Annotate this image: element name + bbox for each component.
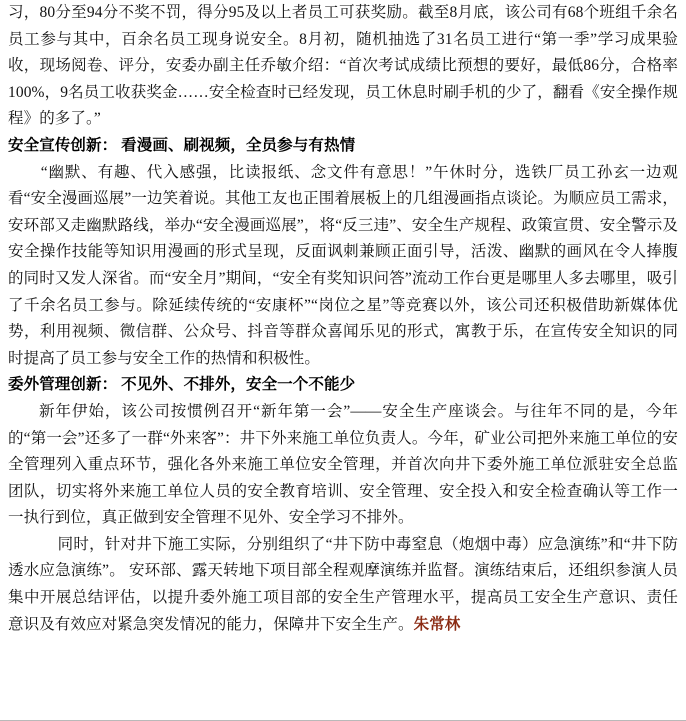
section-heading-publicity: 安全宣传创新： 看漫画、刷视频，全员参与有热情 (8, 136, 356, 154)
body-paragraph-drills (8, 532, 678, 638)
body-paragraph-exam: 习，80分至94分不奖不罚，得分95及以上者员工可获奖励。截至8月底，该公司有68个班组千余名员工参与其中，百余名员工现身说安全。8月初，随机抽选了31名员工进行“第一季”学习成果验收，现场阅卷、评分，安委办副主任乔敏介绍：“首次考试成绩比预想的要好，最低86分，合格率100%，9名员工收获奖金……安全检查时已经发现，员工休息时刷手机的少了，翻看《安全操作规程》的多了。” (8, 4, 678, 128)
section-heading-outsourcing: 委外管理创新： 不见外、不排外，安全一个不能少 (8, 376, 356, 394)
author-signature: 朱常林 (413, 615, 461, 633)
drills-text: 同时，针对井下施工实际，分别组织了“井下防中毒窒息（炮烟中毒）应急演练”和“井下防透水应急演练”。 安环部、露天转地下项目部全程观摩演练并监督。演练结束后，还组织参演人员集中开展总结评估，以提升委外施工项目部的安全生产管理水平，提高员工安全生产意识、责任意识及有效应对紧急突发情况的能力，保障井下安全生产。 (8, 535, 678, 633)
body-paragraph-comics: “幽默、有趣、代入感强，比读报纸、念文件有意思！”午休时分，选铁厂员工孙玄一边观看“安全漫画巡展”一边笑着说。其他工友也正围着展板上的几组漫画指点谈论。为顺应员工需求，安环部又走幽默路线，举办“安全漫画巡展”，将“反三违”、安全生产规程、政策宣贯、安全警示及安全操作技能等知识用漫画的形式呈现，反面讽刺兼顾正面引导，活泼、幽默的画风在令人捧腹的同时又发人深省。而“安全月”期间，“安全有奖知识问答”流动工作台更是哪里人多去哪里，吸引了千余名员工参与。除延续传统的“安康杯”“岗位之星”等竞赛以外，该公司还积极借助新媒体优势，利用视频、微信群、公众号、抖音等群众喜闻乐见的形式，寓教于乐，在宣传安全知识的同时提高了员工参与安全工作的热情和积极性。 (8, 163, 678, 367)
body-paragraph-newyear-meeting: 新年伊始，该公司按惯例召开“新年第一会”——安全生产座谈会。与往年不同的是，今年的“第一会”还多了一群“外来客”：井下外来施工单位负责人。今年，矿业公司把外来施工单位的安全管理列入重点环节，强化各外来施工单位安全管理，并首次向井下委外施工单位派驻安全总监团队，切实将外来施工单位人员的安全教育培训、安全管理、安全投入和安全检查确认等工作一一执行到位，真正做到安全管理不见外、安全学习不排外。 (8, 402, 678, 527)
